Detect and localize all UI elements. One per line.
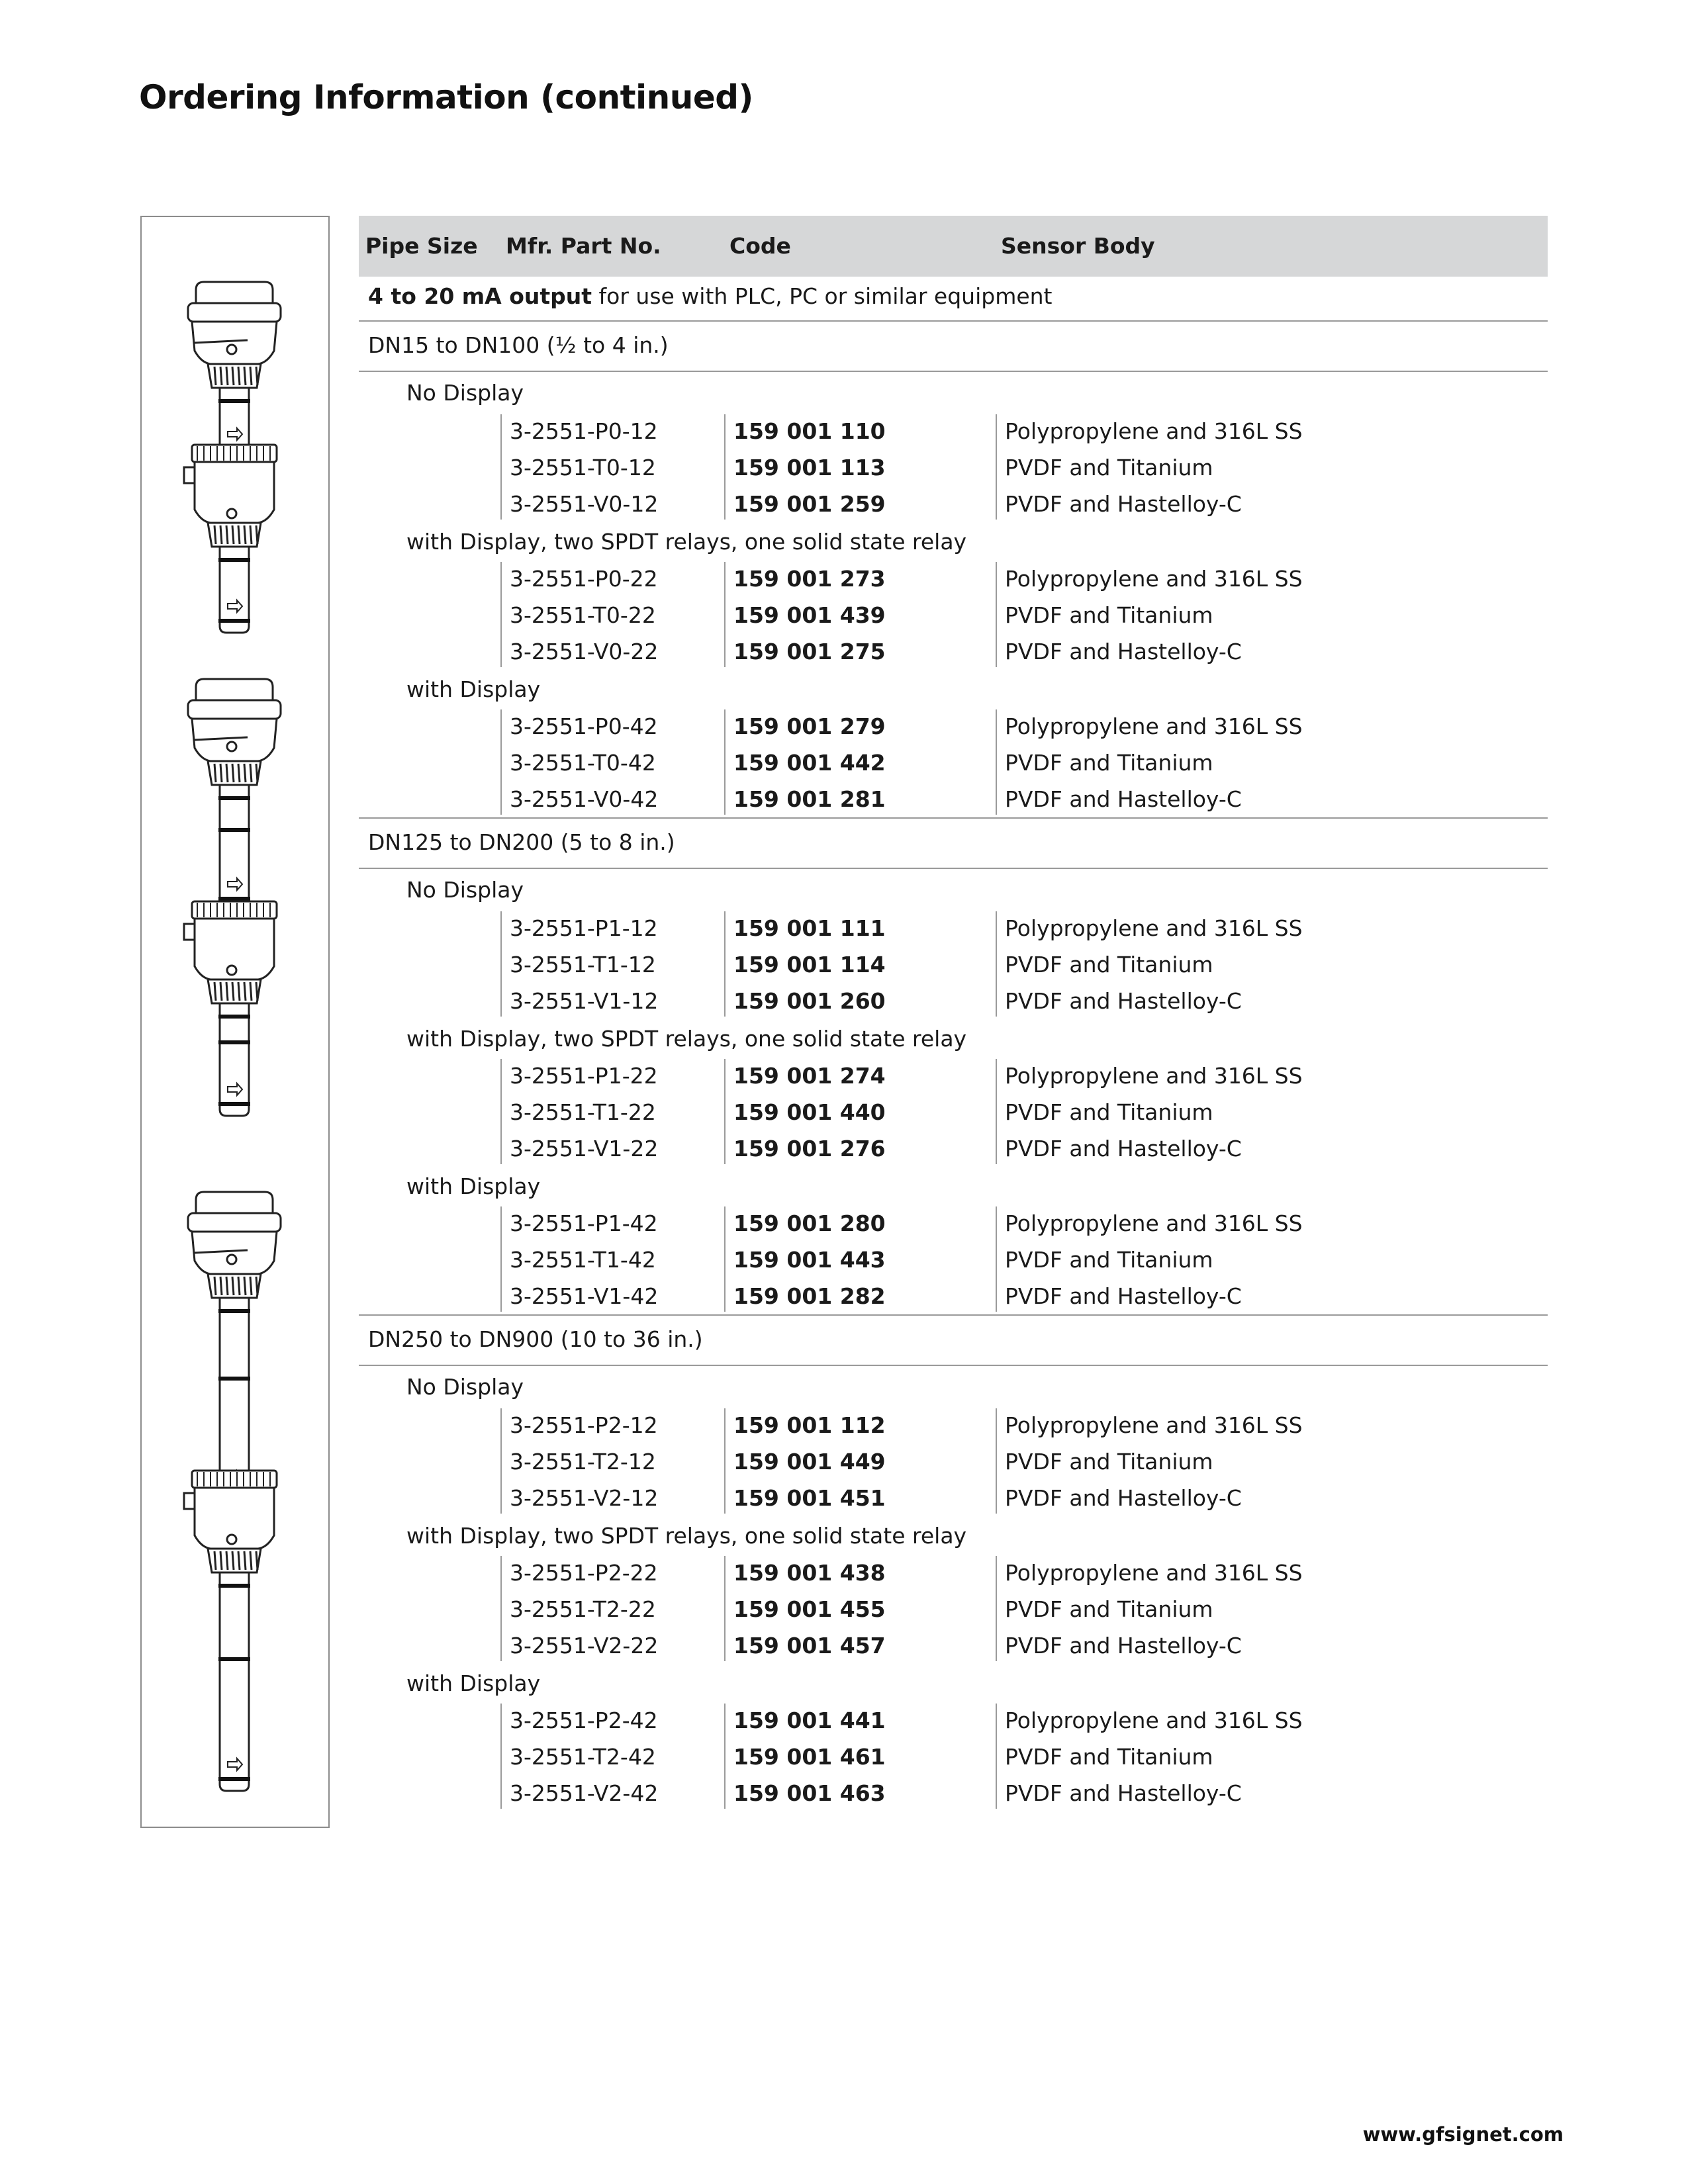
display-option-row <box>359 1516 1548 1555</box>
table-header <box>359 216 1548 277</box>
part-number: 3-2551-P2-42 <box>510 1707 658 1733</box>
column-divider <box>996 911 997 1017</box>
sensor-body: PVDF and Titanium <box>1005 750 1213 776</box>
sensor-body: Polypropylene and 316L SS <box>1005 1560 1303 1586</box>
table-row <box>359 1278 1548 1314</box>
order-code: 159 001 259 <box>733 491 886 517</box>
sensor-body: Polypropylene and 316L SS <box>1005 1412 1303 1438</box>
display-option-label: with Display <box>406 1173 541 1199</box>
order-code: 159 001 457 <box>733 1633 886 1659</box>
table-row <box>359 983 1548 1019</box>
sensor-with-display-illustration <box>168 1461 301 1812</box>
display-option-row <box>359 1167 1548 1205</box>
order-code: 159 001 112 <box>733 1412 886 1438</box>
order-code: 159 001 442 <box>733 750 886 776</box>
column-divider <box>996 414 997 520</box>
pipe-size-row <box>359 1314 1548 1366</box>
sensor-with-display-illustration <box>168 892 301 1137</box>
display-option-row <box>359 1019 1548 1058</box>
column-divider <box>996 1556 997 1661</box>
order-code: 159 001 110 <box>733 418 886 444</box>
table-row <box>359 1591 1548 1627</box>
table-row <box>359 1242 1548 1278</box>
column-divider <box>500 414 502 520</box>
display-option-label: with Display, two SPDT relays, one solid state relay <box>406 1026 967 1052</box>
sensor-body: PVDF and Titanium <box>1005 1099 1213 1125</box>
order-code: 159 001 441 <box>733 1707 886 1733</box>
column-divider <box>724 709 726 815</box>
display-option-row <box>359 373 1548 412</box>
order-code: 159 001 274 <box>733 1063 886 1089</box>
output-heading-rest: for use with PLC, PC or similar equipment <box>592 283 1053 309</box>
display-option-label: No Display <box>406 877 524 903</box>
table-row <box>359 1205 1548 1242</box>
column-divider <box>996 1206 997 1312</box>
sensor-body: PVDF and Titanium <box>1005 1596 1213 1622</box>
table-row <box>359 1094 1548 1130</box>
sensor-body: PVDF and Titanium <box>1005 1744 1213 1770</box>
part-number: 3-2551-T0-12 <box>510 455 656 480</box>
part-number: 3-2551-T1-42 <box>510 1247 656 1273</box>
column-divider <box>724 1059 726 1164</box>
part-number: 3-2551-V1-12 <box>510 988 659 1014</box>
table-row <box>359 561 1548 597</box>
pipe-size-label: DN250 to DN900 (10 to 36 in.) <box>368 1326 703 1352</box>
column-divider <box>724 1408 726 1514</box>
part-number: 3-2551-P1-22 <box>510 1063 658 1089</box>
part-number: 3-2551-T0-22 <box>510 602 656 628</box>
part-number: 3-2551-T2-42 <box>510 1744 656 1770</box>
display-option-label: with Display, two SPDT relays, one solid state relay <box>406 1523 967 1549</box>
order-code: 159 001 111 <box>733 915 886 941</box>
part-number: 3-2551-T1-22 <box>510 1099 656 1125</box>
table-row <box>359 597 1548 633</box>
header-part-no: Mfr. Part No. <box>506 233 661 259</box>
output-heading-bold: 4 to 20 mA output <box>368 283 592 309</box>
column-divider <box>996 709 997 815</box>
order-code: 159 001 461 <box>733 1744 886 1770</box>
column-divider <box>500 1059 502 1164</box>
pipe-size-row <box>359 320 1548 372</box>
part-number: 3-2551-P0-12 <box>510 418 658 444</box>
column-divider <box>500 1408 502 1514</box>
table-row <box>359 946 1548 983</box>
column-divider <box>500 709 502 815</box>
display-option-label: with Display <box>406 1670 541 1696</box>
part-number: 3-2551-V2-12 <box>510 1485 659 1511</box>
sensor-body: PVDF and Titanium <box>1005 952 1213 978</box>
table-row <box>359 1702 1548 1739</box>
order-code: 159 001 279 <box>733 713 886 739</box>
display-option-label: with Display <box>406 676 541 702</box>
order-code: 159 001 275 <box>733 639 886 664</box>
column-divider <box>996 562 997 667</box>
order-code: 159 001 440 <box>733 1099 886 1125</box>
column-divider <box>724 562 726 667</box>
column-divider <box>724 414 726 520</box>
part-number: 3-2551-V0-22 <box>510 639 659 664</box>
column-divider <box>500 1704 502 1809</box>
sensor-body: PVDF and Titanium <box>1005 455 1213 480</box>
pipe-size-label: DN15 to DN100 (½ to 4 in.) <box>368 332 669 358</box>
display-option-row <box>359 522 1548 561</box>
sensor-body: Polypropylene and 316L SS <box>1005 915 1303 941</box>
table-row <box>359 910 1548 946</box>
table-row <box>359 745 1548 781</box>
part-number: 3-2551-T2-12 <box>510 1449 656 1475</box>
sensor-body: PVDF and Hastelloy-C <box>1005 1283 1242 1309</box>
part-number: 3-2551-P2-22 <box>510 1560 658 1586</box>
column-divider <box>996 1704 997 1809</box>
table-row <box>359 1775 1548 1811</box>
column-divider <box>500 1206 502 1312</box>
header-pipe-size: Pipe Size <box>365 233 478 259</box>
column-divider <box>724 911 726 1017</box>
display-option-label: with Display, two SPDT relays, one solid state relay <box>406 529 967 555</box>
table-row <box>359 1555 1548 1591</box>
part-number: 3-2551-T1-12 <box>510 952 656 978</box>
sensor-body: Polypropylene and 316L SS <box>1005 1063 1303 1089</box>
sensor-image-panel <box>140 216 330 1828</box>
table-row <box>359 1058 1548 1094</box>
sensor-body: PVDF and Hastelloy-C <box>1005 786 1242 812</box>
order-code: 159 001 451 <box>733 1485 886 1511</box>
part-number: 3-2551-T0-42 <box>510 750 656 776</box>
table-row <box>359 486 1548 522</box>
part-number: 3-2551-P0-42 <box>510 713 658 739</box>
order-code: 159 001 449 <box>733 1449 886 1475</box>
sensor-body: PVDF and Titanium <box>1005 1247 1213 1273</box>
output-heading <box>368 283 1053 309</box>
display-option-label: No Display <box>406 1374 524 1400</box>
column-divider <box>724 1556 726 1661</box>
sensor-with-display-illustration <box>168 435 301 654</box>
part-number: 3-2551-P0-22 <box>510 566 658 592</box>
display-option-row <box>359 1367 1548 1406</box>
sensor-body: PVDF and Hastelloy-C <box>1005 1136 1242 1161</box>
sensor-body: PVDF and Hastelloy-C <box>1005 988 1242 1014</box>
part-number: 3-2551-V0-42 <box>510 786 659 812</box>
display-option-row <box>359 1664 1548 1702</box>
table-row <box>359 1407 1548 1443</box>
column-divider <box>996 1059 997 1164</box>
part-number: 3-2551-P2-12 <box>510 1412 658 1438</box>
order-code: 159 001 455 <box>733 1596 886 1622</box>
part-number: 3-2551-T2-22 <box>510 1596 656 1622</box>
sensor-body: PVDF and Hastelloy-C <box>1005 1485 1242 1511</box>
order-code: 159 001 113 <box>733 455 886 480</box>
table-row <box>359 1480 1548 1516</box>
order-code: 159 001 443 <box>733 1247 886 1273</box>
column-divider <box>996 1408 997 1514</box>
part-number: 3-2551-P1-42 <box>510 1210 658 1236</box>
order-code: 159 001 276 <box>733 1136 886 1161</box>
table-row <box>359 1627 1548 1664</box>
pipe-size-label: DN125 to DN200 (5 to 8 in.) <box>368 829 675 855</box>
table-row <box>359 633 1548 670</box>
column-divider <box>500 1556 502 1661</box>
part-number: 3-2551-V0-12 <box>510 491 659 517</box>
order-code: 159 001 438 <box>733 1560 886 1586</box>
sensor-body: PVDF and Hastelloy-C <box>1005 639 1242 664</box>
sensor-body: Polypropylene and 316L SS <box>1005 1707 1303 1733</box>
order-code: 159 001 281 <box>733 786 886 812</box>
table-row <box>359 413 1548 449</box>
table-row <box>359 708 1548 745</box>
order-code: 159 001 273 <box>733 566 886 592</box>
pipe-size-row <box>359 817 1548 869</box>
header-sensor-body: Sensor Body <box>1001 233 1155 259</box>
order-code: 159 001 260 <box>733 988 886 1014</box>
sensor-body: PVDF and Hastelloy-C <box>1005 1780 1242 1806</box>
sensor-body: PVDF and Hastelloy-C <box>1005 491 1242 517</box>
column-divider <box>500 911 502 1017</box>
output-heading-row <box>359 277 1548 320</box>
table-row <box>359 1130 1548 1167</box>
part-number: 3-2551-V2-22 <box>510 1633 659 1659</box>
column-divider <box>724 1704 726 1809</box>
ordering-table <box>359 216 1548 1806</box>
sensor-body: PVDF and Titanium <box>1005 1449 1213 1475</box>
column-divider <box>724 1206 726 1312</box>
order-code: 159 001 463 <box>733 1780 886 1806</box>
order-code: 159 001 114 <box>733 952 886 978</box>
column-divider <box>500 562 502 667</box>
part-number: 3-2551-V2-42 <box>510 1780 659 1806</box>
part-number: 3-2551-V1-22 <box>510 1136 659 1161</box>
sensor-body: Polypropylene and 316L SS <box>1005 566 1303 592</box>
display-option-row <box>359 870 1548 909</box>
part-number: 3-2551-P1-12 <box>510 915 658 941</box>
table-row <box>359 781 1548 817</box>
order-code: 159 001 439 <box>733 602 886 628</box>
table-row <box>359 1443 1548 1480</box>
sensor-body: Polypropylene and 316L SS <box>1005 713 1303 739</box>
footer-url[interactable]: www.gfsignet.com <box>1362 2123 1564 2146</box>
sensor-body: Polypropylene and 316L SS <box>1005 418 1303 444</box>
part-number: 3-2551-V1-42 <box>510 1283 659 1309</box>
sensor-body: Polypropylene and 316L SS <box>1005 1210 1303 1236</box>
order-code: 159 001 280 <box>733 1210 886 1236</box>
order-code: 159 001 282 <box>733 1283 886 1309</box>
page-title: Ordering Information (continued) <box>139 78 753 116</box>
sensor-body: PVDF and Titanium <box>1005 602 1213 628</box>
display-option-label: No Display <box>406 380 524 406</box>
header-code: Code <box>729 233 791 259</box>
table-row <box>359 449 1548 486</box>
table-row <box>359 1739 1548 1775</box>
display-option-row <box>359 670 1548 708</box>
sensor-body: PVDF and Hastelloy-C <box>1005 1633 1242 1659</box>
